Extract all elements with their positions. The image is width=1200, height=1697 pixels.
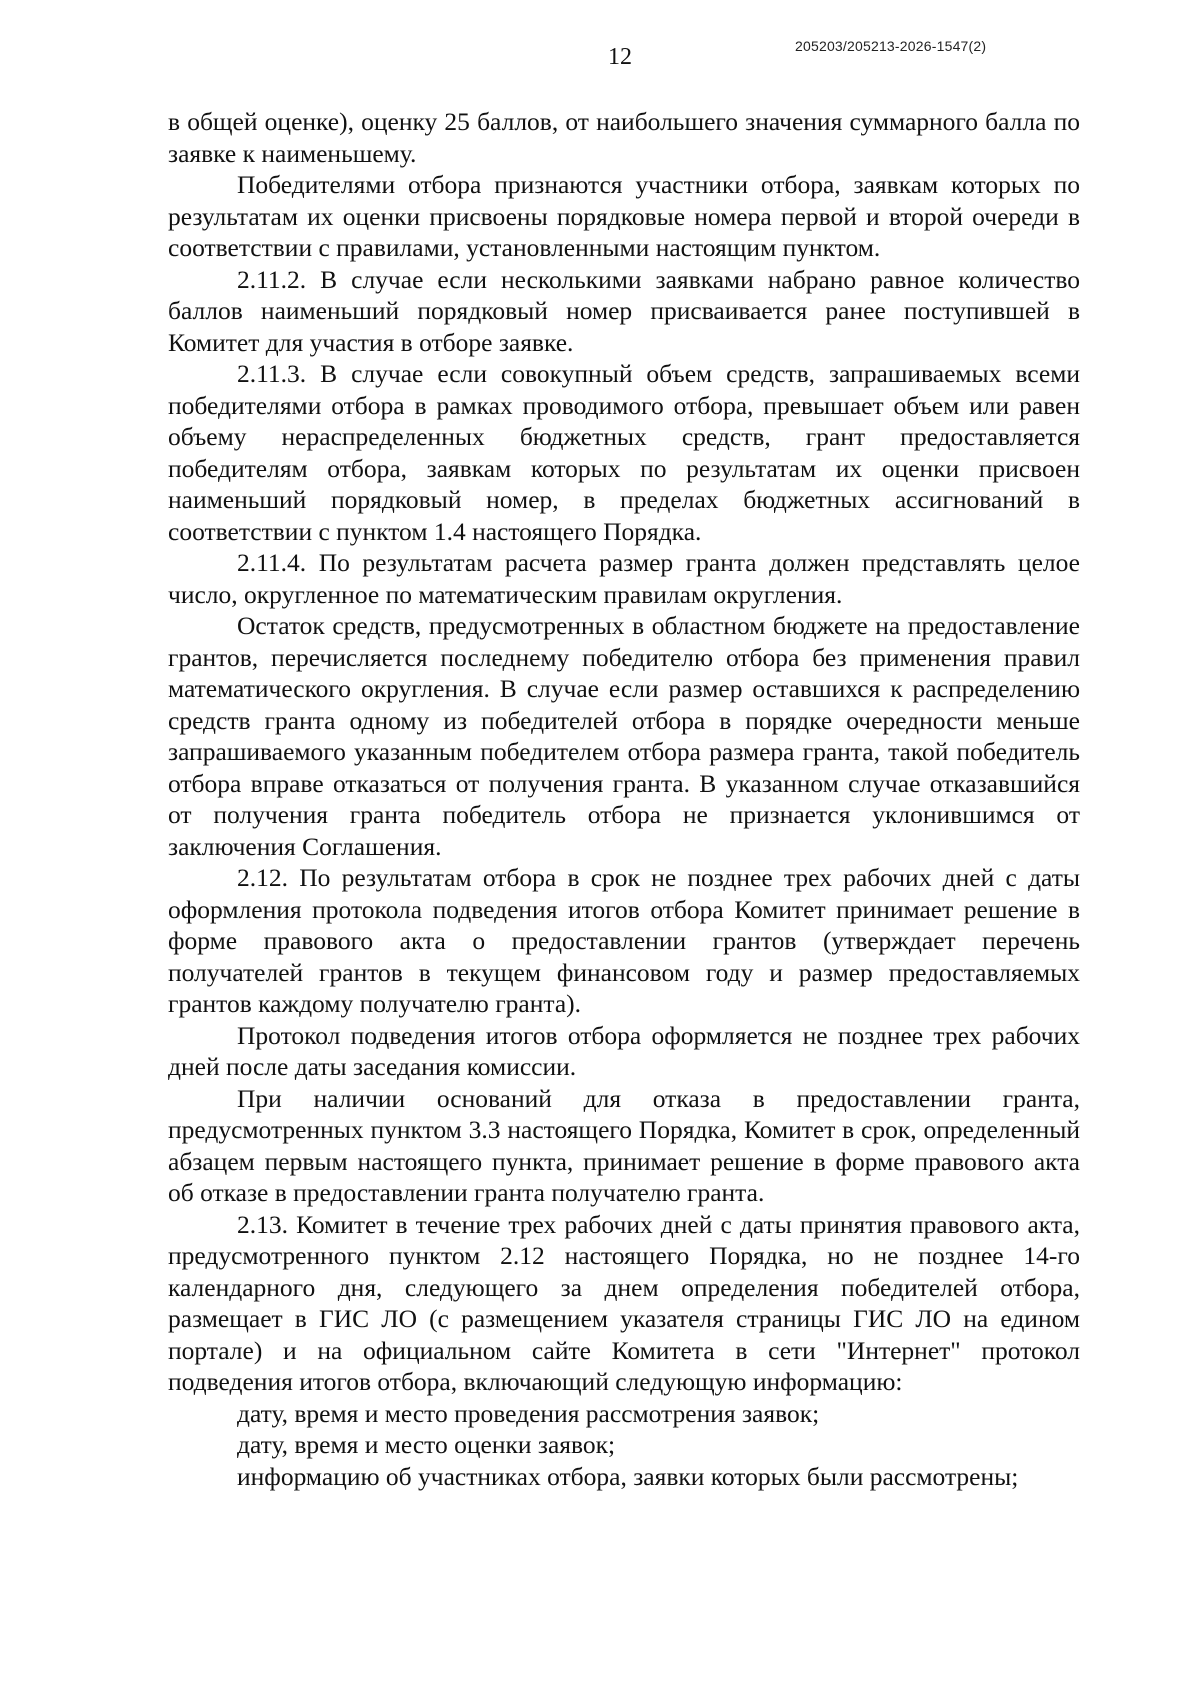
- document-body: [168, 106, 1080, 1492]
- paragraph-2-11-4: 2.11.4. По результатам расчета размер гранта должен представлять целое число, округленное по математическим правилам округления.: [168, 548, 1080, 609]
- paragraph-2-11-2: 2.11.2. В случае если несколькими заявками набрано равное количество баллов наименьший порядковый номер присваивается ранее поступившей в Комитет для участия в отборе заявке.: [168, 264, 1080, 357]
- paragraph-2-12: 2.12. По результатам отбора в срок не позднее трех рабочих дней с даты оформления протокола подведения итогов отбора Комитет принимает решение в форме правового акта о предоставлении грантов (утверждает перечень получателей грантов в текущем финансовом году и размер предоставляемых грантов каждому получателю гранта).: [168, 863, 1080, 1018]
- list-item: информацию об участниках отбора, заявки которых были рассмотрены;: [237, 1461, 1019, 1491]
- paragraph-2-11-3: 2.11.3. В случае если совокупный объем средств, запрашиваемых всеми победителями отбора в рамках проводимого отбора, превышает объем или равен объему нераспределенных бюджетных средств, грант предоставляется победителям отбора, заявкам которых по результатам их оценки присвоен наименьший порядковый номер, в пределах бюджетных ассигнований в соответствии с пунктом 1.4 настоящего Порядка.: [168, 359, 1080, 546]
- paragraph-continuation: в общей оценке), оценку 25 баллов, от наибольшего значения суммарного балла по заявке к наименьшему.: [168, 107, 1080, 168]
- list-item: дату, время и место проведения рассмотрения заявок;: [237, 1398, 820, 1428]
- paragraph-2-13: 2.13. Комитет в течение трех рабочих дней с даты принятия правового акта, предусмотренного пунктом 2.12 настоящего Порядка, но не позднее 14-го календарного дня, следующего за днем определения победителей отбора, размещает в ГИС ЛО (с размещением указателя страницы ГИС ЛО на едином портале) и на официальном сайте Комитета в сети "Интернет" протокол подведения итогов отбора, включающий следующую информацию:: [168, 1209, 1080, 1396]
- paragraph-remainder: Остаток средств, предусмотренных в областном бюджете на предоставление грантов, перечисляется последнему победителю отбора без применения правил математического округления. В случае если размер оставшихся к распределению средств гранта одному из победителей отбора в порядке очередности меньше запрашиваемого указанным победителем отбора размера гранта, такой победитель отбора вправе отказаться от получения гранта. В указанном случае отказавшийся от получения гранта победитель отбора не признается уклонившимся от заключения Соглашения.: [168, 611, 1080, 861]
- page-number: 12: [608, 44, 632, 70]
- paragraph-winners: Победителями отбора признаются участники отбора, заявкам которых по результатам их оценки присвоены порядковые номера первой и второй очереди в соответствии с правилами, установленными настоящим пунктом.: [168, 170, 1080, 262]
- document-id: 205203/205213-2026-1547(2): [795, 38, 987, 54]
- list-item: дату, время и место оценки заявок;: [237, 1430, 616, 1459]
- paragraph-protocol: Протокол подведения итогов отбора оформляется не позднее трех рабочих дней после даты заседания комиссии.: [168, 1020, 1080, 1081]
- paragraph-refusal: При наличии оснований для отказа в предоставлении гранта, предусмотренных пунктом 3.3 настоящего Порядка, Комитет в срок, определенный абзацем первым настоящего пункта, принимает решение в форме правового акта об отказе в предоставлении гранта получателю гранта.: [168, 1083, 1080, 1207]
